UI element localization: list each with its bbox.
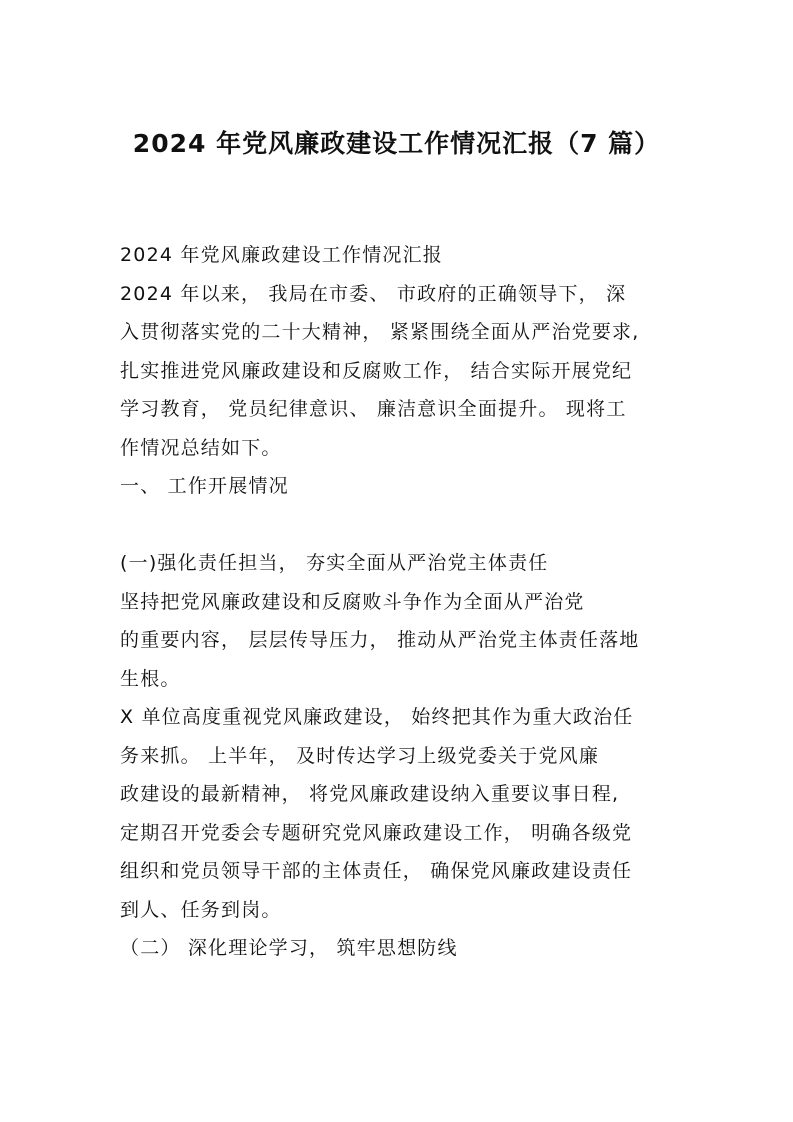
paragraph-line: 作情况总结如下。 <box>120 436 282 459</box>
subsection-heading: (一)强化责任担当， 夯实全面从严治党主体责任 <box>120 552 549 574</box>
document-title: 2024 年党风廉政建设工作情况汇报（7 篇） <box>132 129 661 158</box>
paragraph-line: 务来抓。 上半年， 及时传达学习上级党委关于党风廉 <box>120 744 600 767</box>
paragraph-line: 扎实推进党风廉政建设和反腐败工作， 结合实际开展党纪 <box>120 359 633 382</box>
subtitle-line: 2024 年党风廉政建设工作情况汇报 <box>120 244 443 266</box>
paragraph-line: 学习教育， 党员纪律意识、 廉洁意识全面提升。 现将工 <box>120 398 627 420</box>
paragraph-line: 2024 年以来， 我局在市委、 市政府的正确领导下， 深 <box>120 282 627 305</box>
paragraph-line: 的重要内容， 层层传导压力， 推动从严治党主体责任落地 <box>120 629 640 651</box>
paragraph-line: 组织和党员领导干部的主体责任， 确保党风廉政建设责任 <box>120 860 633 882</box>
paragraph-line: 生根。 <box>120 667 181 690</box>
subsection-heading: （二） 深化理论学习， 筑牢思想防线 <box>120 937 458 959</box>
blank-line <box>120 506 680 545</box>
paragraph-line: 到人、任务到岗。 <box>120 898 282 921</box>
document-body <box>120 236 680 968</box>
paragraph-line: 政建设的最新精神， 将党风廉政建设纳入重要议事日程, <box>120 783 620 805</box>
section-heading: 一、 工作开展情况 <box>120 475 289 497</box>
paragraph-line: X 单位高度重视党风廉政建设， 始终把其作为重大政治任 <box>120 706 634 728</box>
paragraph-line: 坚持把党风廉政建设和反腐败斗争作为全面从严治党 <box>120 590 585 613</box>
paragraph-line: 定期召开党委会专题研究党风廉政建设工作， 明确各级党 <box>120 821 633 844</box>
paragraph-line: 入贯彻落实党的二十大精神， 紧紧围绕全面从严治党要求, <box>120 321 640 343</box>
